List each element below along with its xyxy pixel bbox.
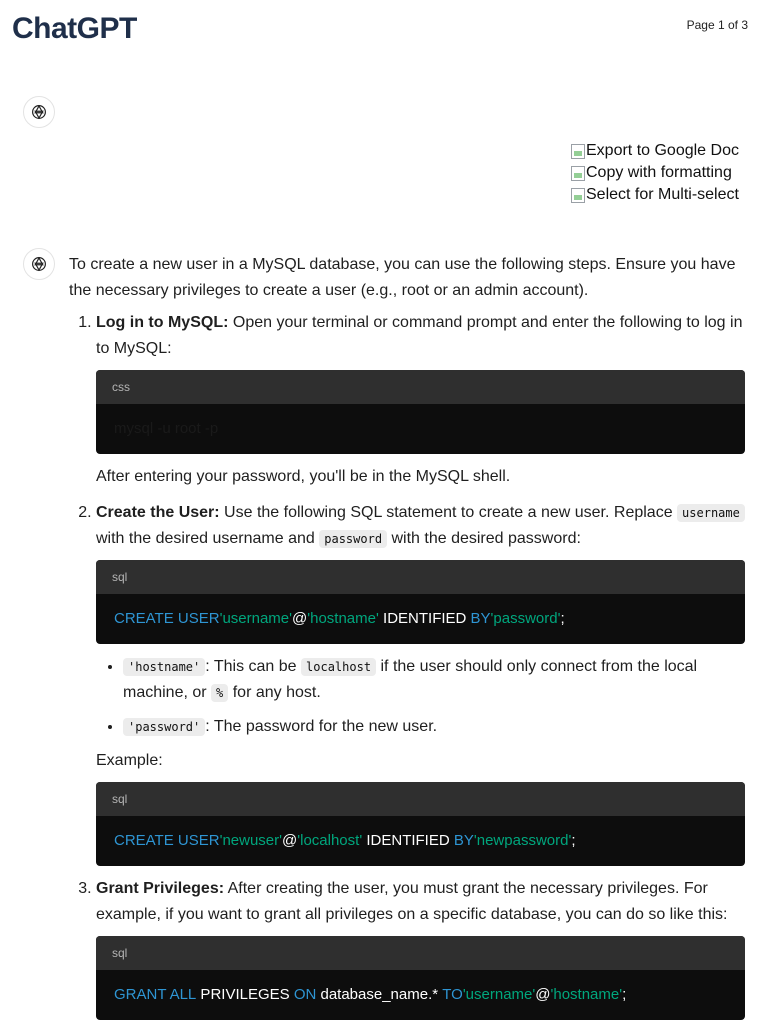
code-content[interactable] xyxy=(96,404,745,454)
code-token: @ xyxy=(292,610,308,627)
bullet-text: for any host. xyxy=(228,684,321,701)
code-token: BY xyxy=(470,610,491,627)
bullet-text: if the user should only connect from the local machine, or xyxy=(123,658,698,701)
openai-logo-icon xyxy=(30,255,48,273)
step-2-text: with the desired password: xyxy=(387,530,581,547)
code-token: 'newuser' xyxy=(219,832,283,849)
bullet-text: : The password for the new user. xyxy=(205,718,438,735)
code-token: 'hostname' xyxy=(307,610,379,627)
openai-logo-icon xyxy=(30,103,48,121)
code-content[interactable] xyxy=(96,816,745,866)
code-token: CREATE USER xyxy=(114,832,220,849)
step-3-title: Grant Privileges: xyxy=(96,880,225,897)
step-1 xyxy=(96,310,749,490)
code-token: @ xyxy=(282,832,298,849)
assistant-avatar xyxy=(23,96,55,128)
code-line: mysql -u root -p xyxy=(114,420,219,437)
assistant-message xyxy=(69,252,749,1030)
step-3-text: After creating the user, you must grant the necessary privileges. For example, if you want to grant all privileges on a specific database, you can do so like this: xyxy=(96,880,728,923)
step-2-text: with the desired username and xyxy=(96,530,320,547)
bullet-list xyxy=(96,654,749,740)
inline-code: 'password' xyxy=(123,718,205,736)
inline-code: username xyxy=(677,504,745,522)
code-language: sql xyxy=(96,782,745,816)
step-2 xyxy=(96,500,749,866)
code-token: 'newpassword' xyxy=(473,832,572,849)
code-token: 'password' xyxy=(490,610,561,627)
step-1-after: After entering your password, you'll be in the MySQL shell. xyxy=(96,468,511,485)
message-actions xyxy=(571,140,739,206)
bullet-text: : This can be xyxy=(205,658,302,675)
code-token: database_name.* xyxy=(316,986,443,1003)
step-2-title: Create the User: xyxy=(96,504,220,521)
copy-label: Copy with formatting xyxy=(586,164,732,181)
multi-select-button[interactable] xyxy=(571,184,739,206)
code-token: @ xyxy=(535,986,551,1003)
copy-with-formatting-button[interactable] xyxy=(571,162,739,184)
step-2-text: Use the following SQL statement to create a new user. Replace xyxy=(219,504,678,521)
code-token: IDENTIFIED xyxy=(378,610,471,627)
code-token: ; xyxy=(560,610,565,627)
code-token: 'username' xyxy=(219,610,293,627)
code-token: BY xyxy=(453,832,474,849)
code-token: TO xyxy=(442,986,463,1003)
multi-select-label: Select for Multi-select xyxy=(586,186,739,203)
code-block xyxy=(96,936,745,1020)
list-item xyxy=(123,714,749,740)
export-label: Export to Google Doc xyxy=(586,142,739,159)
example-label: Example: xyxy=(96,752,163,769)
intro-paragraph: To create a new user in a MySQL database, you can use the following steps. Ensure you have the necessary privileges to create a user (e.g., root or an admin account). xyxy=(69,256,736,299)
assistant-avatar xyxy=(23,248,55,280)
broken-image-icon xyxy=(571,166,585,181)
inline-code: % xyxy=(211,684,228,702)
code-block xyxy=(96,370,745,454)
code-language: sql xyxy=(96,560,745,594)
code-content[interactable] xyxy=(96,594,745,644)
inline-code: 'hostname' xyxy=(123,658,205,676)
code-language: css xyxy=(96,370,745,404)
code-token: 'hostname' xyxy=(550,986,623,1003)
page-header xyxy=(0,0,768,70)
code-token: GRANT ALL xyxy=(114,986,197,1003)
export-to-google-doc-button[interactable] xyxy=(571,140,739,162)
code-block xyxy=(96,782,745,866)
inline-code: password xyxy=(319,530,387,548)
step-3 xyxy=(96,876,749,1020)
code-token: ; xyxy=(571,832,576,849)
code-block xyxy=(96,560,745,644)
code-token: ON xyxy=(293,986,317,1003)
brand-title: ChatGPT xyxy=(12,12,137,45)
inline-code: localhost xyxy=(301,658,376,676)
step-1-text: Open your terminal or command prompt and enter the following to log in to MySQL: xyxy=(96,314,743,357)
code-content[interactable] xyxy=(96,970,745,1020)
code-token: 'localhost' xyxy=(297,832,363,849)
code-token: IDENTIFIED xyxy=(362,832,454,849)
list-item xyxy=(123,654,749,706)
page-indicator: Page 1 of 3 xyxy=(686,18,748,32)
code-token: CREATE USER xyxy=(114,610,220,627)
code-language: sql xyxy=(96,936,745,970)
steps-list xyxy=(69,310,749,1020)
step-1-title: Log in to MySQL: xyxy=(96,314,229,331)
code-token: ; xyxy=(622,986,627,1003)
broken-image-icon xyxy=(571,144,585,159)
code-token: 'username' xyxy=(462,986,536,1003)
code-token: PRIVILEGES xyxy=(196,986,294,1003)
broken-image-icon xyxy=(571,188,585,203)
